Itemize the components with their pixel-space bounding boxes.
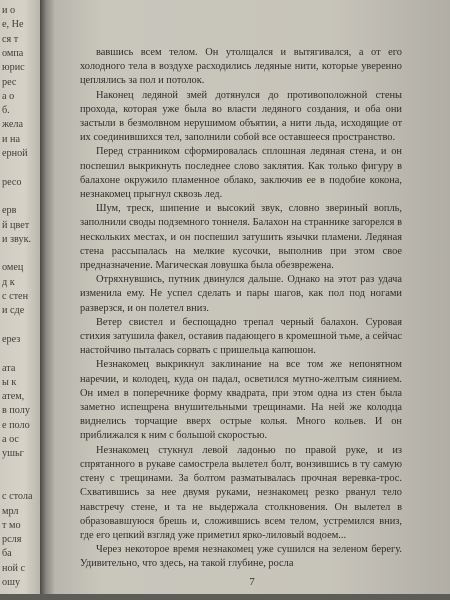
bottom-shadow xyxy=(0,594,450,600)
left-page-fragment: а о xyxy=(2,90,15,102)
left-page-fragment: ной с xyxy=(2,562,26,574)
paragraph: Незнакомец выкрикнул заклинание на все том же непонятном наречии, и колодец, куда он падал, осветился мутно-желтым сиянием. Он имел в поперечнике форму квадрата, при этом одна из стен была заметно испещрена внушительными трещинами. На ней же колодца виднелись торчащие вверх острые колья. Много кольев. И он приближался к ним с большой скоростью. xyxy=(80,359,402,442)
left-page-fragment: омец xyxy=(2,262,24,274)
left-page-fragment: мрл xyxy=(2,505,19,517)
left-page-fragment: а ос xyxy=(2,434,19,445)
left-page-fragment: ушьг xyxy=(2,448,24,460)
left-page-fragment: рес xyxy=(2,76,17,88)
left-page-fragment: б. xyxy=(2,105,10,117)
left-page-fragment: ба xyxy=(2,548,12,560)
left-page-fragment: й цвет xyxy=(2,219,30,231)
left-page-fragment: ерез xyxy=(2,333,21,345)
paragraph: Отряхнувшись, путник двинулся дальше. Однако на этот раз удача изменила ему. Не успел сделать и пары шагов, как пол под ногами разверзся, и он полетел вниз. xyxy=(80,274,402,314)
left-page-fragment: д к xyxy=(2,276,15,288)
book-gutter xyxy=(40,0,54,600)
left-page-fragment: ся т xyxy=(2,33,19,45)
paragraph: Наконец ледяной змей дотянулся до противоположной стены прохода, которая уже была во власти ледяного создания, и оба они застыли в безмолвном нерушимом объятии, а нити льда, исходящие от их соединившихся тел, заполнили собой все оставшееся пространство. xyxy=(80,89,402,144)
left-page-fragment: е поло xyxy=(2,419,30,431)
left-page-fragment: в полу xyxy=(2,405,30,417)
left-page-fragment: омпа xyxy=(2,47,24,59)
paragraph: Ветер свистел и беспощадно трепал черный балахон. Суровая стихия затушила факел, оставив падающего в кромешной тьме, а сейчас настойчиво пыталась сорвать с пришельца капюшон. xyxy=(80,316,402,357)
left-page-fragment: рсля xyxy=(2,534,22,546)
paragraph: Перед странником сформировалась сплошная ледяная стена, и он поспешил выкрикнуть последнее слово заклятия. Как только фигуру в балахоне окружило пламенное облако, заключив ее в подобие кокона, незнакомец прыгнул сквозь лед. xyxy=(80,146,402,201)
left-page xyxy=(0,0,40,600)
left-page-fragment: ата xyxy=(2,362,16,374)
left-page-fragment: т мо xyxy=(2,519,21,531)
left-page-fragment: ошу xyxy=(2,577,21,588)
right-page xyxy=(54,0,450,600)
left-page-fragment: и на xyxy=(2,133,20,145)
left-page-fragment: е, Не xyxy=(2,19,24,31)
left-page-fragment: ресо xyxy=(2,176,22,188)
left-page-fragment: с стола xyxy=(2,491,33,503)
page-number: 7 xyxy=(249,576,255,588)
body-text xyxy=(80,46,402,572)
paragraph: Незнакомец стукнул левой ладонью по правой руке, и из спрятанного в рукаве самострела вылетел болт, вонзившись в ту самую стену с трещинами. За болтом разматывалась прочная веревка-трос. Схватившись за нее двумя руками, незнакомец резко рванул тело навстречу стене, и та не выдержала столкновения. Он вылетел в образовавшуюся брешь и, сложившись всем телом, устремился вниз, где его цепкий взгляд уже приметил ярко-лиловый водоем... xyxy=(80,444,402,541)
left-page-fragment: и сде xyxy=(2,305,25,317)
paragraph: Через некоторое время незнакомец уже сушился на зеленом берегу. Удивительно, что здесь, на такой глубине, росла xyxy=(80,544,402,570)
paragraph: вавшись всем телом. Он утолщался и вытягивался, а от его холодного тела в воздухе расходились ледяные нити, которые уверенно цеплялись за пол и потолок. xyxy=(80,47,402,87)
left-page-fragment: ерв xyxy=(2,205,17,217)
left-page-fragment: и звук. xyxy=(2,233,32,245)
paragraph: Шум, треск, шипение и высокий звук, словно звериный вопль, заполнили своды подземного тоннеля. Балахон на страннике загорелся в нескольких местах, и он поспешил затушить язычки пламени. Ледяная стена рассыпалась на мелкие кусочки, выполнив при этом свое предназначение. Магическая ловушка была обезврежена. xyxy=(80,203,402,272)
left-page-fragment: и о xyxy=(2,5,16,16)
left-page-fragment: с стен xyxy=(2,291,29,302)
left-page-fragment: ы к xyxy=(2,376,17,388)
left-page-fragment: жела xyxy=(2,119,24,131)
left-page-fragment: ерной xyxy=(2,148,28,159)
left-page-fragment: атем, xyxy=(2,391,25,403)
left-page-fragment: юрис xyxy=(2,62,25,74)
